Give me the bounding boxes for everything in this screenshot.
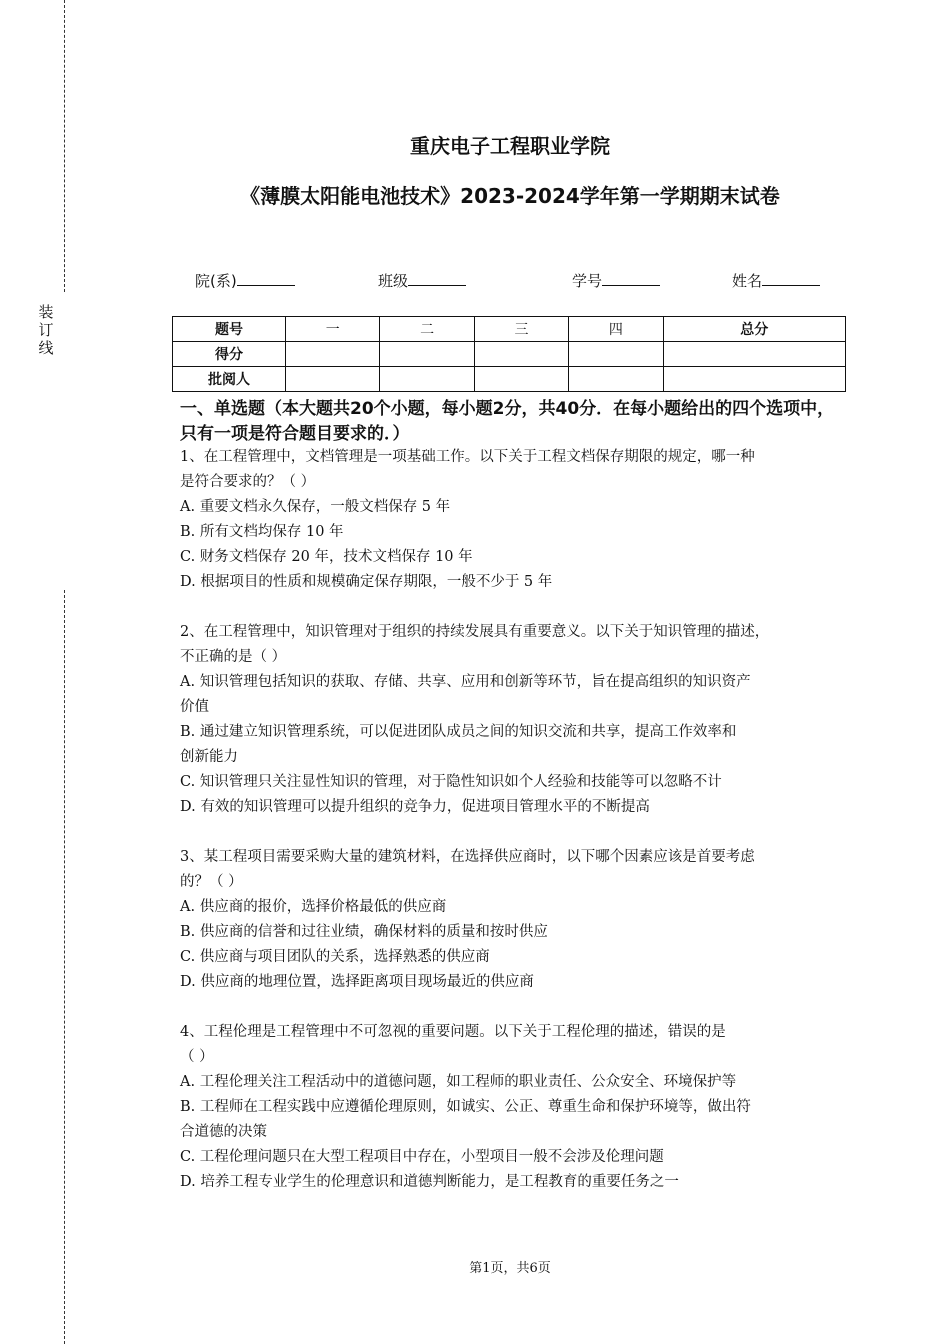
question-2	[180, 620, 850, 820]
question-option: 创新能力	[180, 749, 238, 765]
section-title: 一、单选题（本大题共20个小题，每小题2分，共40分．在每小题给出的四个选项中，只有一项是符合题目要求的．）	[180, 399, 835, 444]
question-option: 合道德的决策	[180, 1124, 267, 1140]
score-header-cell: 题号	[173, 317, 286, 342]
question-option: C. 知识管理只关注显性知识的管理，对于隐性知识如个人经验和技能等可以忽略不计	[180, 774, 722, 790]
class-blank	[408, 271, 466, 286]
score-cell	[569, 342, 663, 367]
question-option: B. 通过建立知识管理系统，可以促进团队成员之间的知识交流和共享，提高工作效率和	[180, 724, 737, 740]
score-row	[173, 342, 846, 367]
question-option: A. 工程伦理关注工程活动中的道德问题，如工程师的职业责任、公众安全、环境保护等	[180, 1074, 737, 1090]
binding-label: 装订线	[38, 303, 54, 357]
question-1	[180, 445, 850, 595]
binding-line-bottom	[64, 590, 65, 1344]
student-id-field	[572, 270, 660, 291]
question-option: D. 供应商的地理位置，选择距离项目现场最近的供应商	[180, 974, 534, 990]
reviewer-cell	[663, 367, 846, 392]
question-stem-line: 不正确的是（ ）	[180, 649, 287, 665]
page-footer: 第1页，共6页	[469, 1261, 551, 1276]
name-field	[732, 270, 820, 291]
reviewer-cell	[569, 367, 663, 392]
score-header-cell: 三	[474, 317, 568, 342]
exam-title: 《薄膜太阳能电池技术》2023-2024学年第一学期期末试卷	[240, 184, 780, 208]
score-table-header-row	[173, 317, 846, 342]
student-id-blank	[602, 271, 660, 286]
score-cell	[474, 342, 568, 367]
question-stem-line: 3、某工程项目需要采购大量的建筑材料，在选择供应商时，以下哪个因素应该是首要考虑	[180, 849, 755, 865]
question-option: D. 根据项目的性质和规模确定保存期限，一般不少于 5 年	[180, 574, 553, 590]
score-cell	[663, 342, 846, 367]
score-cell	[380, 342, 474, 367]
question-3	[180, 845, 850, 995]
score-header-cell: 四	[569, 317, 663, 342]
question-option: C. 财务文档保存 20 年，技术文档保存 10 年	[180, 549, 473, 565]
question-stem-line: 2、在工程管理中，知识管理对于组织的持续发展具有重要意义。以下关于知识管理的描述，	[180, 624, 770, 640]
department-blank	[237, 271, 295, 286]
reviewer-cell	[286, 367, 380, 392]
score-row-label: 得分	[173, 342, 286, 367]
student-id-label: 学号	[572, 272, 603, 290]
reviewer-row-label: 批阅人	[173, 367, 286, 392]
question-option: 价值	[180, 699, 209, 715]
department-field	[195, 270, 295, 291]
reviewer-cell	[380, 367, 474, 392]
score-cell	[286, 342, 380, 367]
reviewer-row	[173, 367, 846, 392]
score-table	[172, 316, 846, 392]
class-label: 班级	[378, 272, 409, 290]
question-stem-line: 4、工程伦理是工程管理中不可忽视的重要问题。以下关于工程伦理的描述，错误的是	[180, 1024, 726, 1040]
school-name: 重庆电子工程职业学院	[410, 134, 610, 158]
question-option: A. 供应商的报价，选择价格最低的供应商	[180, 899, 447, 915]
question-list	[180, 445, 850, 1220]
question-stem-line: 1、在工程管理中，文档管理是一项基础工作。以下关于工程文档保存期限的规定，哪一种	[180, 449, 755, 465]
question-option: D. 培养工程专业学生的伦理意识和道德判断能力，是工程教育的重要任务之一	[180, 1174, 679, 1190]
score-header-cell: 一	[286, 317, 380, 342]
question-option: D. 有效的知识管理可以提升组织的竞争力，促进项目管理水平的不断提高	[180, 799, 650, 815]
score-header-cell: 总分	[663, 317, 846, 342]
question-option: A. 重要文档永久保存，一般文档保存 5 年	[180, 499, 451, 515]
question-option: C. 工程伦理问题只在大型工程项目中存在，小型项目一般不会涉及伦理问题	[180, 1149, 664, 1165]
question-option: B. 供应商的信誉和过往业绩，确保材料的质量和按时供应	[180, 924, 548, 940]
question-option: B. 工程师在工程实践中应遵循伦理原则，如诚实、公正、尊重生命和保护环境等，做出符	[180, 1099, 751, 1115]
question-option: C. 供应商与项目团队的关系，选择熟悉的供应商	[180, 949, 490, 965]
score-header-cell: 二	[380, 317, 474, 342]
question-stem-line: （ ）	[180, 1049, 214, 1065]
question-option: A. 知识管理包括知识的获取、存储、共享、应用和创新等环节，旨在提高组织的知识资产	[180, 674, 751, 690]
name-label: 姓名	[732, 272, 763, 290]
department-label: 院(系)	[195, 272, 237, 290]
question-4	[180, 1020, 850, 1195]
class-field	[378, 270, 466, 291]
name-blank	[762, 271, 820, 286]
question-stem-line: 是符合要求的？（ ）	[180, 474, 316, 490]
reviewer-cell	[474, 367, 568, 392]
question-option: B. 所有文档均保存 10 年	[180, 524, 344, 540]
question-stem-line: 的？（ ）	[180, 874, 243, 890]
